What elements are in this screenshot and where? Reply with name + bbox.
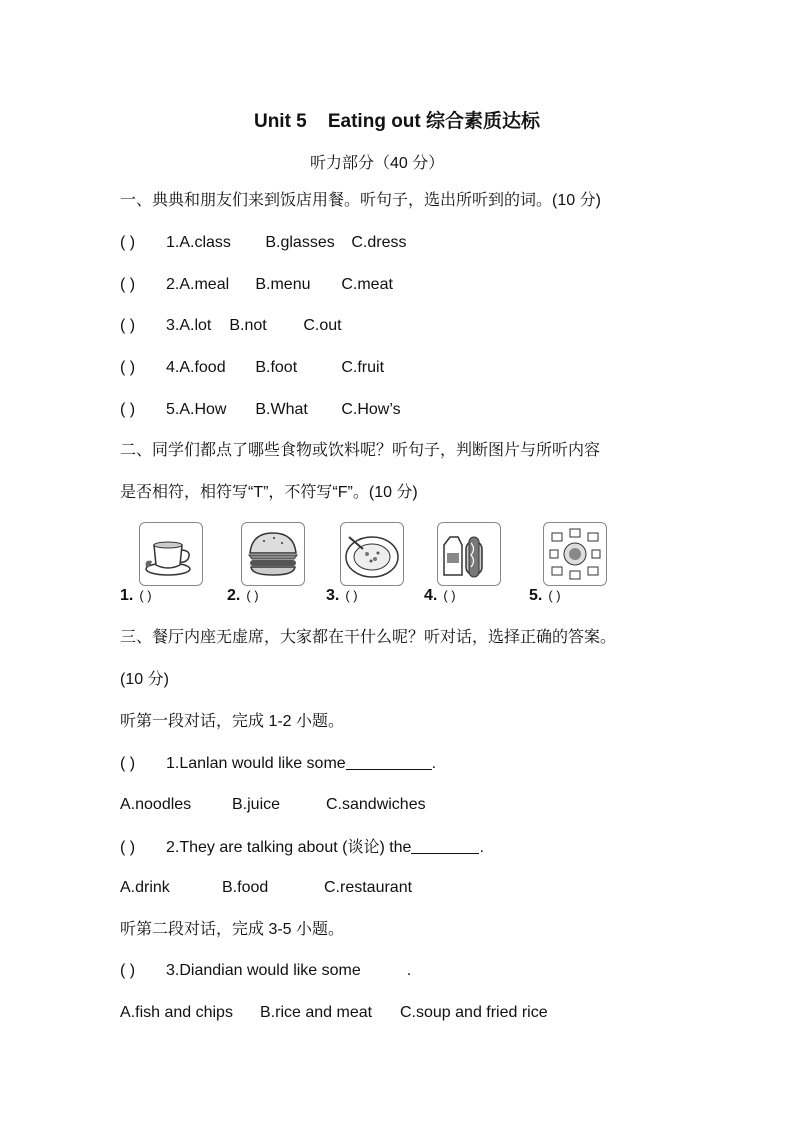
question-number: 1.: [166, 234, 180, 251]
option-b: B.What: [255, 401, 308, 418]
option-a: A.drink: [120, 879, 170, 896]
s3-q3-options: [120, 1003, 568, 1023]
answer-paren[interactable]: ( ): [120, 839, 136, 856]
option-b: B.not: [229, 317, 267, 334]
picture-answer-2[interactable]: [227, 587, 259, 605]
question-end: .: [479, 839, 484, 856]
s1-question-1: [120, 233, 426, 253]
section2-heading-line1: 二、同学们都点了哪些食物或饮料呢？听句子，判断图片与所听内容: [120, 442, 601, 459]
picture-answer-1[interactable]: [120, 587, 152, 605]
picture-answer-3[interactable]: [326, 587, 358, 605]
answer-paren[interactable]: ( ): [120, 359, 136, 376]
option-b: B.rice and meat: [260, 1004, 373, 1021]
answer-paren[interactable]: ( ): [120, 276, 136, 293]
picture-number: 1.: [120, 587, 134, 604]
question-text: 3.Diandian would like some: [166, 962, 361, 979]
option-a: A.How: [179, 401, 227, 418]
answer-paren[interactable]: ( ): [120, 234, 136, 251]
soup-bowl-icon: [340, 522, 404, 586]
picture-answer-5[interactable]: [529, 587, 561, 605]
answer-paren[interactable]: ( ): [120, 755, 136, 772]
option-c: C.soup and fried rice: [400, 1004, 548, 1021]
dialog1-instruction: 听第一段对话，完成 1-2 小题。: [120, 713, 345, 730]
s3-question-1: [120, 753, 436, 774]
option-c: C.meat: [341, 276, 393, 293]
option-b: B.foot: [255, 359, 298, 376]
answer-paren[interactable]: ( ): [120, 962, 136, 979]
s1-question-3: [120, 316, 362, 336]
s3-question-2: [120, 837, 484, 858]
option-a: A.food: [179, 359, 226, 376]
option-a: A.noodles: [120, 796, 192, 813]
option-b: B.food: [222, 879, 269, 896]
question-end: .: [406, 962, 412, 979]
section2-heading-line2: 是否相符，相符写“T”，不符写“F”。(10 分): [120, 484, 418, 501]
answer-paren: ( ): [548, 588, 561, 603]
answer-paren: ( ): [345, 588, 358, 603]
question-number: 4.: [166, 359, 180, 376]
answer-paren[interactable]: ( ): [120, 401, 136, 418]
section3-heading-line1: 三、餐厅内座无虚席，大家都在干什么呢？听对话，选择正确的答案。: [120, 629, 617, 646]
page-title: Unit 5 Eating out 综合素质达标: [253, 111, 541, 132]
answer-blank[interactable]: [411, 837, 479, 854]
s1-question-5: [120, 400, 421, 420]
option-a: A.lot: [179, 317, 212, 334]
s1-question-2: [120, 275, 413, 295]
option-c: C.dress: [351, 234, 407, 251]
option-b: B.menu: [255, 276, 311, 293]
question-number: 5.: [166, 401, 180, 418]
answer-paren: ( ): [246, 588, 259, 603]
option-b: B.glasses: [265, 234, 335, 251]
question-end: .: [431, 755, 437, 772]
milk-hotdog-icon: [437, 522, 501, 586]
question-text: 1.Lanlan would like some: [166, 755, 346, 772]
section3-heading-line2: (10 分): [120, 671, 169, 688]
answer-blank[interactable]: [346, 753, 432, 770]
s3-question-3: [120, 961, 411, 981]
question-number: 2.: [166, 276, 180, 293]
page-subtitle: 听力部分（40 分）: [310, 155, 445, 172]
hamburger-icon: [241, 522, 305, 586]
option-c: C.restaurant: [324, 879, 413, 896]
tea-cup-icon: [139, 522, 203, 586]
option-a: A.class: [179, 234, 231, 251]
picture-number: 3.: [326, 587, 340, 604]
picture-number: 2.: [227, 587, 241, 604]
answer-paren: ( ): [443, 588, 456, 603]
dishes-table-icon: [543, 522, 607, 586]
option-c: C.sandwiches: [326, 796, 426, 813]
option-c: C.fruit: [341, 359, 385, 376]
s1-question-4: [120, 358, 404, 378]
dialog2-instruction: 听第二段对话，完成 3-5 小题。: [120, 921, 345, 938]
picture-answer-4[interactable]: [424, 587, 456, 605]
answer-paren: ( ): [139, 588, 152, 603]
picture-number: 4.: [424, 587, 438, 604]
option-c: C.out: [303, 317, 342, 334]
answer-paren[interactable]: ( ): [120, 317, 136, 334]
option-a: A.fish and chips: [120, 1004, 233, 1021]
option-c: C.How’s: [341, 401, 401, 418]
section1-heading: 一、典典和朋友们来到饭店用餐。听句子，选出所听到的词。(10 分): [120, 192, 601, 209]
question-number: 3.: [166, 317, 180, 334]
picture-number: 5.: [529, 587, 543, 604]
s3-q1-options: [120, 795, 446, 815]
question-text: 2.They are talking about (谈论) the: [166, 839, 412, 856]
option-b: B.juice: [232, 796, 281, 813]
option-a: A.meal: [179, 276, 230, 293]
s3-q2-options: [120, 878, 432, 898]
